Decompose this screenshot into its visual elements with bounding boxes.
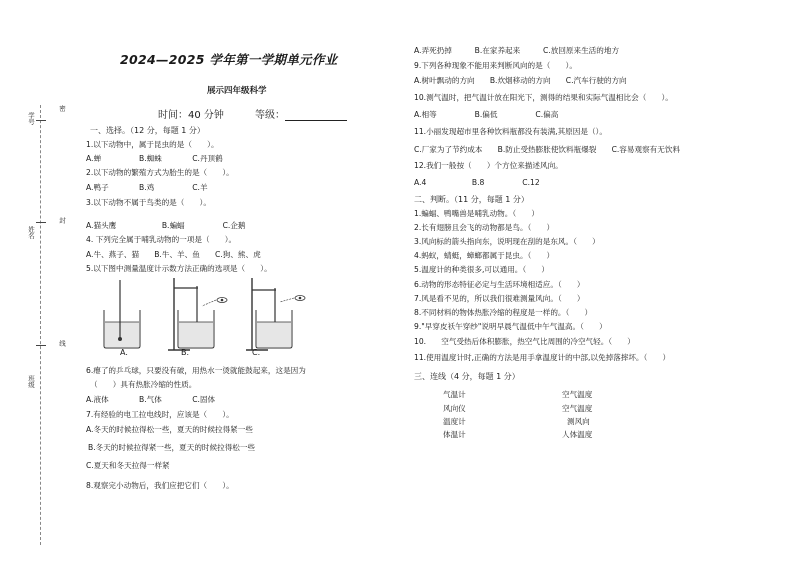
option-line: A.树叶飘动的方向 B.炊烟移动的方向 C.汽车行驶的方向 xyxy=(414,76,627,85)
option-line: A.鸭子 B.鸡 C.羊 xyxy=(86,183,208,192)
stand-c xyxy=(246,278,305,350)
figure-label-a: A. xyxy=(120,348,128,357)
option-line: C.夏天和冬天拉得一样紧 xyxy=(86,461,170,470)
question-line: 5.以下图中测量温度计示数方法正确的选项是（ ）。 xyxy=(86,264,272,273)
margin-tick xyxy=(36,222,46,223)
question-line: 2.以下动物的繁殖方式为胎生的是（ ）。 xyxy=(86,168,234,177)
question-line: 11.小丽发现超市里各种饮料瓶都没有装满,其原因是（）。 xyxy=(414,127,607,136)
time-limit: 时间：40 分钟 xyxy=(158,110,224,121)
judge-item: 9."早穿皮袄午穿纱"说明早晨气温低中午气温高。（ ） xyxy=(414,322,607,331)
match-right-item: 人体温度 xyxy=(562,430,593,439)
margin-label-name: 姓名 xyxy=(27,226,35,239)
margin-tick xyxy=(36,120,46,121)
margin-char-seal: 封 xyxy=(58,217,66,224)
match-right-item: 空气温度 xyxy=(562,404,593,413)
margin-char-secret: 密 xyxy=(58,105,66,112)
question-line: 4. 下列完全属于哺乳动物的一项是（ ）。 xyxy=(86,235,237,244)
figure-label-b: B. xyxy=(181,348,190,357)
judge-item: 7.风是看不见的，所以我们很难测量风向。（ ） xyxy=(414,294,585,303)
match-left-item: 体温计 xyxy=(443,430,466,439)
option-line: A.弄死扔掉 B.在家养起来 C.放回原来生活的地方 xyxy=(414,46,620,55)
question-line: （ ）具有热胀冷缩的性质。 xyxy=(90,380,197,389)
judge-item: 11.使用温度计时,正确的方法是用手拿温度计的中部,以免掉落摔坏。（ ） xyxy=(414,353,671,362)
option-line: B.冬天的时候拉得紧一些，夏天的时候拉得松一些 xyxy=(88,443,256,452)
option-line: A.相等 B.偏低 C.偏高 xyxy=(414,110,559,119)
judge-item: 5.温度计的种类很多,可以通用。（ ） xyxy=(414,265,549,274)
margin-label-number: 学号 xyxy=(27,112,35,125)
match-left-item: 气温计 xyxy=(443,390,466,399)
judge-item: 4.蚂蚁，蜻蜓，蟑螂都属于昆虫。（ ） xyxy=(414,251,555,260)
judge-item: 3.风向标的箭头指向东，说明现在刮的是东风。（ ） xyxy=(414,237,600,246)
page-title: 2024—2025 学年第一学期单元作业 xyxy=(120,52,338,67)
question-line: 12.我们一般按（ ）个方位来描述风向。 xyxy=(414,161,563,170)
grade-field xyxy=(255,106,347,121)
question-line: 3.以下动物不属于鸟类的是（ ）。 xyxy=(86,198,211,207)
option-line: A.蝉 B.蜘蛛 C.丹顶鹤 xyxy=(86,154,223,163)
option-line: C.厂家为了节约成本 B.防止受热膨胀使饮料瓶爆裂 C.容易观察有无饮料 xyxy=(414,145,681,154)
figure-label-c: C. xyxy=(252,348,261,357)
question-line: 10.测气温时，把气温计放在阳光下，测得的结果和实际气温相比会（ ）。 xyxy=(414,93,673,102)
binding-line xyxy=(40,105,41,545)
option-line: A.冬天的时候拉得松一些，夏天的时候拉得紧一些 xyxy=(86,425,253,434)
option-line: A.液体 B.气体 C.固体 xyxy=(86,395,216,404)
question-line: 7.有经验的电工拉电线时，应该是（ ）。 xyxy=(86,410,234,419)
section-judge-heading: 二、判断。（11 分，每题 1 分） xyxy=(414,195,529,204)
section-choice-heading: 一、选择。（12 分，每题 1 分） xyxy=(90,126,205,135)
grade-blank[interactable] xyxy=(285,112,347,121)
option-line: A.4 B.8 C.12 xyxy=(414,178,540,187)
grade-label: 等级： xyxy=(255,110,285,121)
match-right-item: 空气温度 xyxy=(562,390,593,399)
beaker-a xyxy=(104,280,140,348)
judge-item: 6.动物的形态特征必定与生活环境相适应。（ ） xyxy=(414,280,585,289)
page-subtitle: 展示四年级科学 xyxy=(207,86,267,96)
match-right-item: 测风向 xyxy=(567,417,590,426)
judge-item: 8.不同材料的物体热胀冷缩的程度是一样的。（ ） xyxy=(414,308,593,317)
margin-label-class: 班级 xyxy=(27,375,35,388)
judge-item: 1.蝙蝠、鸭嘴兽是哺乳动物。（ ） xyxy=(414,209,539,218)
match-left-item: 风向仪 xyxy=(443,404,466,413)
question-line: 9.下列各种现象不能用来判断风向的是（ ）。 xyxy=(414,61,577,70)
option-line: A.猫头鹰 B.蝙蝠 C.企鹅 xyxy=(86,221,246,230)
match-left-item: 温度计 xyxy=(443,417,466,426)
question-line: 6.瘪了的乒乓球，只要没有破，用热水一烫就能鼓起来，这是因为 xyxy=(86,366,306,375)
option-line: A.牛、燕子、猫 B.牛、羊、鱼 C.狗、熊、虎 xyxy=(86,250,261,259)
thermometer-figure xyxy=(92,276,322,356)
section-match-heading: 三、连线（4 分，每题 1 分） xyxy=(414,372,520,381)
judge-item: 2.长有翅膀且会飞的动物都是鸟。（ ） xyxy=(414,223,555,232)
margin-tick xyxy=(36,345,46,346)
margin-char-line: 线 xyxy=(58,340,66,347)
question-line: 8.观察完小动物后，我们应把它们（ ）。 xyxy=(86,481,234,490)
judge-item: 10. 空气受热后体积膨胀，热空气比周围的冷空气轻。（ ） xyxy=(414,337,635,346)
question-line: 1.以下动物中，属于昆虫的是（ ）。 xyxy=(86,140,219,149)
stand-b xyxy=(168,278,227,350)
